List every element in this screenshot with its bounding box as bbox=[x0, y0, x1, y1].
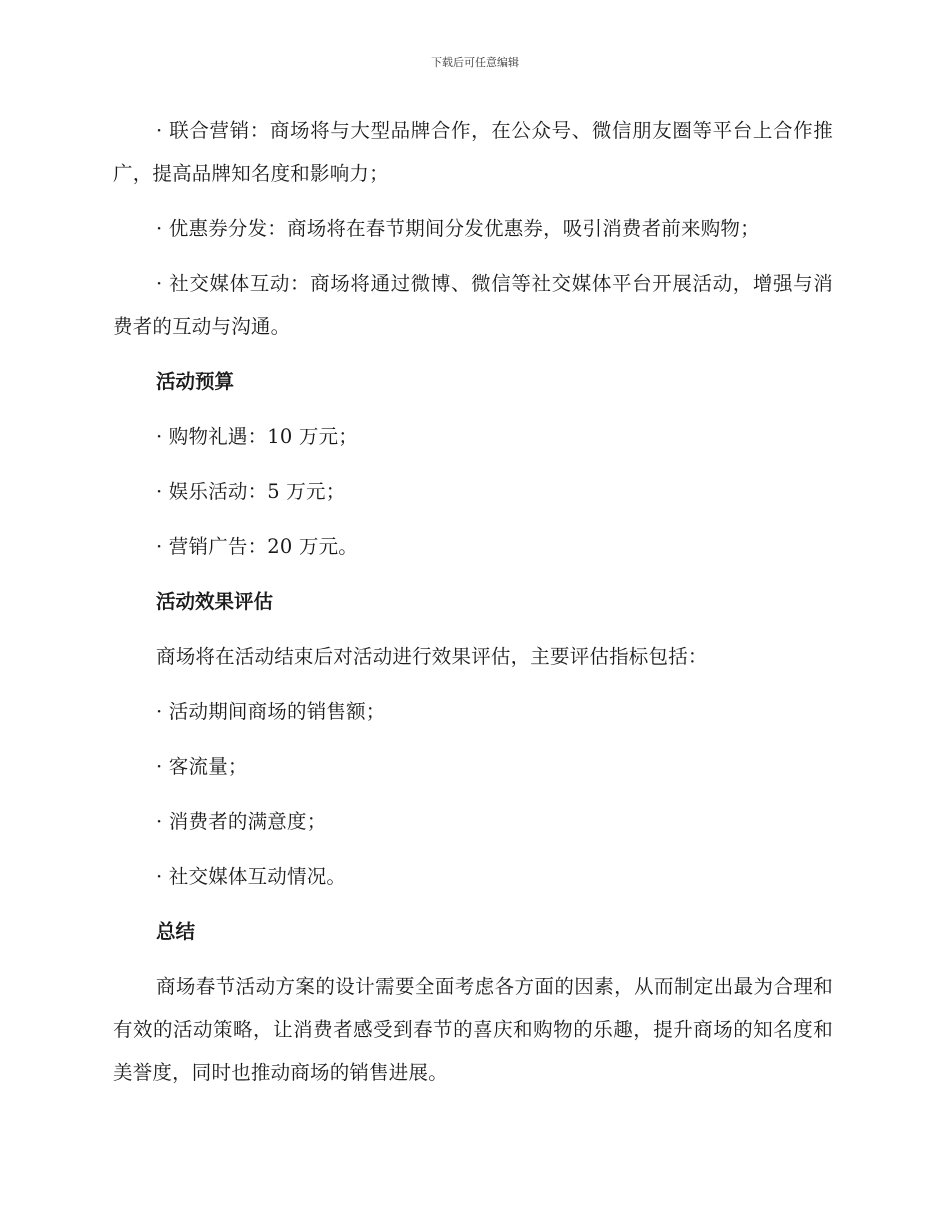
bullet-budget-advertising: · 营销广告：20 万元。 bbox=[156, 535, 359, 558]
bullet-budget-shopping: · 购物礼遇：10 万元； bbox=[156, 425, 359, 448]
page-header: 下载后可任意编辑 bbox=[431, 56, 519, 69]
heading-budget: 活动预算 bbox=[156, 370, 235, 393]
bullet-budget-entertainment: · 娱乐活动：5 万元； bbox=[156, 480, 346, 503]
bullet-eval-traffic: · 客流量； bbox=[156, 755, 248, 778]
bullet-eval-satisfaction: · 消费者的满意度； bbox=[156, 810, 327, 833]
heading-summary: 总结 bbox=[156, 920, 196, 943]
bullet-joint-marketing: · 联合营销：商场将与大型品牌合作，在公众号、微信朋友圈等平台上合作推广，提高品牌知名度和影响力； bbox=[113, 119, 833, 185]
bullet-coupon-distribution: · 优惠券分发：商场将在春节期间分发优惠券，吸引消费者前来购物； bbox=[156, 217, 760, 240]
bullet-social-media: · 社交媒体互动：商场将通过微博、微信等社交媒体平台开展活动，增强与消费者的互动与沟通。 bbox=[113, 272, 833, 338]
bullet-eval-sales: · 活动期间商场的销售额； bbox=[156, 700, 386, 723]
summary-text: 商场春节活动方案的设计需要全面考虑各方面的因素，从而制定出最为合理和有效的活动策略，让消费者感受到春节的喜庆和购物的乐趣，提升商场的知名度和美誉度，同时也推动商场的销售进展。 bbox=[113, 975, 833, 1084]
heading-evaluation: 活动效果评估 bbox=[156, 590, 274, 613]
document-body bbox=[113, 109, 833, 1106]
bullet-eval-social: · 社交媒体互动情况。 bbox=[156, 865, 347, 888]
evaluation-intro: 商场将在活动结束后对活动进行效果评估，主要评估指标包括： bbox=[156, 645, 708, 668]
